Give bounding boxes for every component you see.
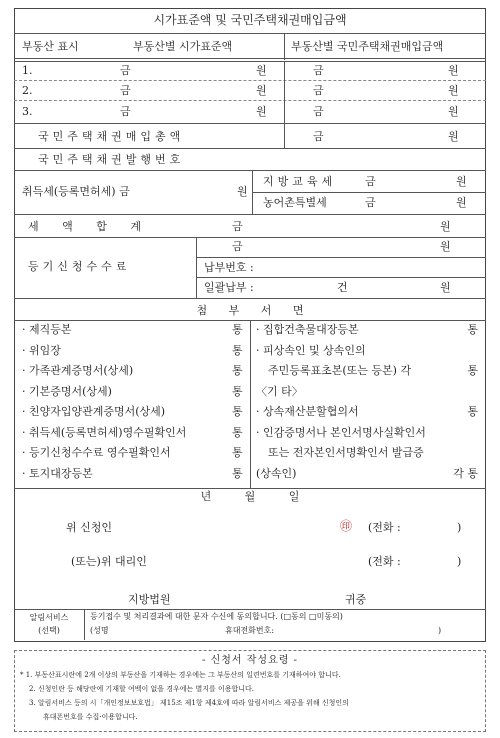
form-title: 시가표준액 및 국민주택채권매입금액 [153,13,347,27]
attachment-item-unit: 통 [232,364,243,377]
bulk-count-unit: 건 [337,281,348,294]
divider [14,148,486,149]
attachment-item-unit: 통 [232,425,243,439]
divider [14,170,486,171]
tax-total-geum: 금 [232,220,243,233]
edu-tax-won: 원 [456,175,467,188]
attachment-item-name: · 친양자입양관계증명서(상세) [22,405,166,418]
rural-tax-won: 원 [456,196,467,209]
won-label: 금 [120,84,131,97]
divider [14,237,486,238]
divider [14,488,486,489]
tax-total-label: 세 액 합 계 [28,220,151,233]
agent-label: (또는)위 대리인 [71,555,147,568]
attachment-item-name: · 가족관계증명서(상세) [22,364,134,377]
attachment-item-name: · 상속재산분할협의서 [256,405,359,418]
attachment-item-name: 〈기 타〉 [256,384,303,398]
edu-tax-label: 지방교육세 [263,175,337,188]
attachment-item-name: · 집합건축물대장등본 [256,323,359,336]
bond-unit: 원 [448,64,459,77]
divider [14,58,486,59]
phone-close-1: ) [457,521,462,534]
attachment-item-name: 또는 전자본인서명확인서 발급증 [268,446,424,459]
bulk-label: 일괄납부 : [204,281,254,294]
bond-total-won: 원 [448,130,459,143]
attachment-item-unit: 통 [467,364,478,377]
notify-label-sub: (선택) [38,626,60,635]
bond-label: 금 [313,105,324,118]
attachment-item-unit: 통 [232,323,243,336]
row-number: 3. [22,105,33,118]
date-line: 년 월 일 [200,490,300,503]
reg-fee-label: 등기신청수수료 [28,260,131,273]
attachment-item-name: · 토지대장등본 [22,466,93,480]
col-bond-amount-header: 부동산별 국민주택채권매입금액 [291,40,444,53]
rural-tax-label: 농어촌특별세 [263,196,327,209]
attachment-item-unit: 통 [467,405,478,418]
attachment-item-unit: 통 [232,384,243,398]
attachments-title: 첨 부 서 면 [196,304,304,317]
acq-tax-won: 원 [237,185,248,198]
payment-no-label: 납부번호 : [204,261,254,274]
attachment-item-unit: 각 통 [453,466,478,480]
divider [14,298,486,299]
attachment-item-name: 주민등록표초본(또는 등본) 각 [268,364,412,377]
attachment-item-name: · 제직등본 [22,323,72,336]
attachment-item-unit: 통 [232,446,243,459]
won-unit: 원 [256,105,267,118]
bond-label: 금 [313,64,324,77]
col-standard-value-header: 부동산별 시가표준액 [133,40,233,53]
attachment-item-name: · 취득세(등록면허세)영수필확인서 [22,425,187,439]
tax-total-won: 원 [440,220,451,233]
court-label: 지방법원 [128,593,171,606]
guide-item: * 1. 부동산표시란에 2개 이상의 부동산을 기재하는 경우에는 그 부동산의 일련번호를 기재하여야 합니다. [20,671,341,679]
divider [14,33,486,34]
court-suffix: 귀중 [345,593,367,606]
reg-fee-won: 원 [440,240,451,253]
attachment-item-unit: 통 [467,323,478,336]
guide-item: 휴대폰번호를 수집·이용합니다. [43,713,138,721]
bond-unit: 원 [448,84,459,97]
notify-close: ) [438,626,442,635]
bond-label: 금 [313,84,324,97]
col-property-header: 부동산 표시 [22,40,79,53]
attachment-item-name: · 등기신청수수료 영수필확인서 [22,446,171,459]
won-label: 금 [120,64,131,77]
applicant-label: 위 신청인 [66,521,113,534]
notify-consent-text[interactable]: 등기접수 및 처리결과에 대한 문자 수신에 동의합니다. (□동의 □미동의) [90,612,343,621]
guide-item: 2. 신청인란 등 해당란에 기재할 여백이 없을 경우에는 별지를 이용합니다. [29,685,255,693]
notify-phone-label: 휴대전화번호: [225,626,275,635]
attachment-item-unit: 통 [232,466,243,480]
divider [14,61,486,62]
bond-unit: 원 [448,105,459,118]
reg-fee-geum: 금 [232,240,243,253]
won-label: 금 [120,105,131,118]
acq-tax-label: 취득세(등록면허세) 금 [22,185,130,198]
guide-title: - 신청서 작성요령 - [202,655,298,666]
notify-label: 알림서비스 [29,613,69,622]
attachment-item-name: · 위임장 [22,343,61,357]
won-unit: 원 [256,64,267,77]
bond-issue-no-label: 국민주택채권발행번호 [38,153,185,166]
attachment-item-name: · 인감증명서나 본인서명사실확인서 [256,425,426,439]
edu-tax-geum: 금 [365,175,376,188]
guide-item: 3. 알림서비스 등의 시「개인정보보호법」 제15조 제1항 제4호에 따라 알림서비스 제공을 위해 신청인의 [29,699,349,707]
notify-name-label: (성명 [90,626,109,635]
rural-tax-geum: 금 [365,196,376,209]
bond-total-label: 국민주택채권매입총액 [38,130,185,143]
won-unit: 원 [256,84,267,97]
row-number: 2. [22,84,33,97]
attachment-item-name: (상속인) [256,466,297,480]
attachment-item-name: · 기본증명서(상세) [22,384,112,398]
phone-label-1: (전화 : [368,521,401,534]
bond-total-geum: 금 [313,130,324,143]
attachment-item-unit: 통 [232,343,243,357]
phone-close-2: ) [457,555,462,568]
seal-icon: ㊞ [340,519,353,533]
attachment-item-name: · 피상속인 및 상속인의 [256,343,366,357]
divider [14,123,486,124]
phone-label-2: (전화 : [368,555,401,568]
bulk-won: 원 [440,281,451,294]
row-number: 1. [22,64,33,77]
attachment-item-unit: 통 [232,405,243,418]
divider [14,214,486,215]
